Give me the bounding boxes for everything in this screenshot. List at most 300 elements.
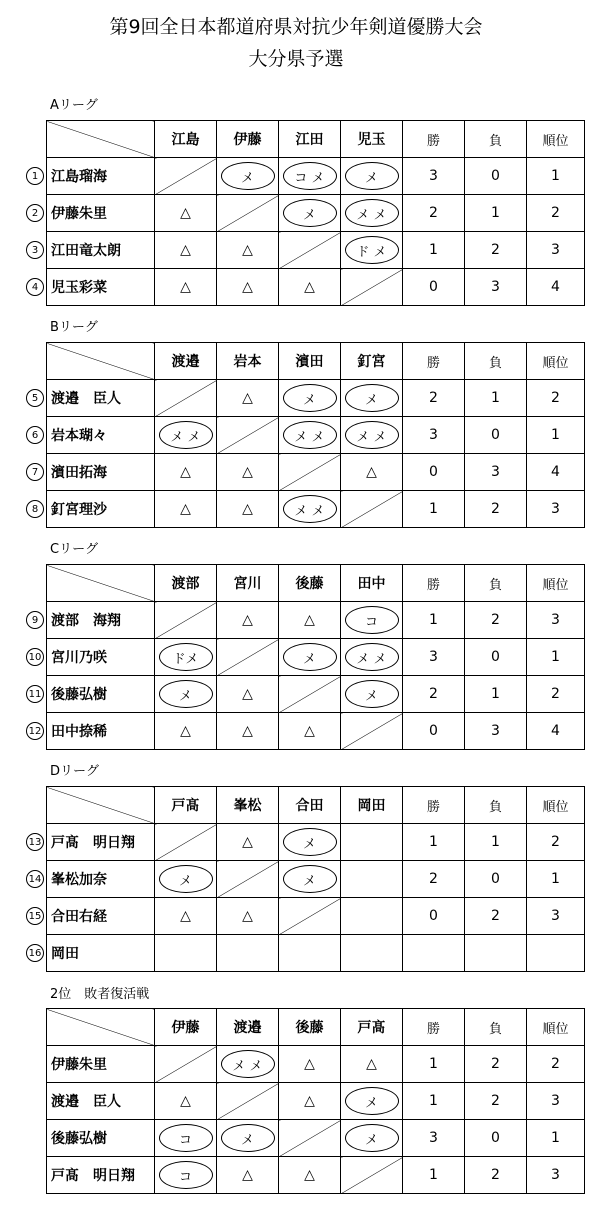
match-result-cell: [217, 491, 279, 528]
self-match-cell: [341, 713, 403, 750]
loss-mark: △: [304, 1167, 315, 1183]
match-result-cell: [155, 898, 217, 935]
win-result: メ: [345, 680, 399, 708]
wins-cell: 2: [403, 195, 465, 232]
match-result-cell: [155, 232, 217, 269]
opponent-header: 児玉: [341, 121, 403, 158]
rank-cell: 4: [527, 269, 585, 306]
match-result-cell: [279, 1046, 341, 1083]
wins-header: 勝: [403, 787, 465, 824]
corner-cell: [47, 787, 155, 824]
rank-cell: 3: [527, 491, 585, 528]
loss-mark: △: [242, 834, 253, 850]
table-row: [47, 195, 585, 232]
rank-cell: 3: [527, 1157, 585, 1194]
header-row: [47, 121, 585, 158]
match-result-cell: [155, 417, 217, 454]
match-result-cell: [155, 454, 217, 491]
player-name: 峯松加奈: [47, 861, 155, 898]
win-result: メ: [283, 865, 337, 893]
opponent-header: 伊藤: [155, 1009, 217, 1046]
win-result: ド メ: [345, 236, 399, 264]
player-number: 16: [26, 944, 44, 962]
match-result-cell: [217, 380, 279, 417]
win-result: メ メ: [159, 421, 213, 449]
match-result-cell: [341, 639, 403, 676]
match-result-cell: [279, 380, 341, 417]
match-result-cell: [341, 676, 403, 713]
win-result: メ: [283, 384, 337, 412]
losses-cell: 2: [465, 898, 527, 935]
win-result: コ: [159, 1161, 213, 1189]
player-number: 6: [26, 426, 44, 444]
opponent-header: 岡田: [341, 787, 403, 824]
player-number: 14: [26, 870, 44, 888]
player-name: 濱田拓海: [47, 454, 155, 491]
match-result-cell: [341, 861, 403, 898]
player-name: 伊藤朱里: [47, 1046, 155, 1083]
league-table: [46, 786, 585, 972]
wins-cell: 0: [403, 898, 465, 935]
wins-cell: 0: [403, 454, 465, 491]
league-table: [46, 564, 585, 750]
league-title: Aリーグ: [50, 98, 98, 113]
win-result: メ メ: [345, 199, 399, 227]
match-result-cell: [279, 491, 341, 528]
win-result: メ メ: [221, 1050, 275, 1078]
league-table: [46, 342, 585, 528]
win-result: コ メ: [283, 162, 337, 190]
league-table: [46, 1008, 585, 1194]
match-result-cell: [279, 639, 341, 676]
opponent-header: 渡邉: [155, 343, 217, 380]
match-result-cell: [341, 1083, 403, 1120]
match-result-cell: [279, 713, 341, 750]
loss-mark: △: [242, 279, 253, 295]
match-result-cell: [155, 935, 217, 972]
loss-mark: △: [180, 1093, 191, 1109]
losses-header: 負: [465, 121, 527, 158]
league-title: Dリーグ: [50, 764, 100, 779]
rank-header: 順位: [527, 787, 585, 824]
losses-cell: 2: [465, 232, 527, 269]
self-match-cell: [341, 1157, 403, 1194]
player-number: 12: [26, 722, 44, 740]
win-result: メ メ: [345, 643, 399, 671]
opponent-header: 田中: [341, 565, 403, 602]
win-result: コ: [345, 606, 399, 634]
rank-header: 順位: [527, 121, 585, 158]
win-result: ドメ: [159, 643, 213, 671]
match-result-cell: [341, 454, 403, 491]
loss-mark: △: [180, 205, 191, 221]
table-row: [47, 676, 585, 713]
player-name: 江田竜太朗: [47, 232, 155, 269]
league-title: 2位 敗者復活戦: [50, 987, 150, 1002]
opponent-header: 江島: [155, 121, 217, 158]
loss-mark: △: [304, 1056, 315, 1072]
player-name: 岡田: [47, 935, 155, 972]
opponent-header: 渡邉: [217, 1009, 279, 1046]
rank-cell: 1: [527, 158, 585, 195]
losses-cell: 0: [465, 861, 527, 898]
player-name: 合田右経: [47, 898, 155, 935]
match-result-cell: [155, 713, 217, 750]
player-name: 渡邉 臣人: [47, 1083, 155, 1120]
rank-cell: 1: [527, 417, 585, 454]
losses-cell: 3: [465, 713, 527, 750]
losses-cell: 2: [465, 1046, 527, 1083]
loss-mark: △: [242, 723, 253, 739]
player-number: 15: [26, 907, 44, 925]
match-result-cell: [341, 232, 403, 269]
win-result: メ メ: [345, 421, 399, 449]
losses-cell: 2: [465, 1157, 527, 1194]
table-row: [47, 898, 585, 935]
win-result: メ: [221, 1124, 275, 1152]
self-match-cell: [217, 417, 279, 454]
losses-cell: 2: [465, 491, 527, 528]
table-row: [47, 713, 585, 750]
loss-mark: △: [304, 1093, 315, 1109]
loss-mark: △: [242, 612, 253, 628]
opponent-header: 釘宮: [341, 343, 403, 380]
match-result-cell: [279, 1157, 341, 1194]
losses-cell: 0: [465, 417, 527, 454]
loss-mark: △: [366, 1056, 377, 1072]
corner-cell: [47, 121, 155, 158]
match-result-cell: [341, 158, 403, 195]
player-name: 田中捺稀: [47, 713, 155, 750]
self-match-cell: [155, 380, 217, 417]
losses-cell: 3: [465, 454, 527, 491]
match-result-cell: [217, 454, 279, 491]
losses-header: 負: [465, 1009, 527, 1046]
table-row: [47, 1157, 585, 1194]
table-row: [47, 602, 585, 639]
player-number: 10: [26, 648, 44, 666]
opponent-header: 峯松: [217, 787, 279, 824]
wins-cell: 1: [403, 1157, 465, 1194]
loss-mark: △: [180, 279, 191, 295]
rank-header: 順位: [527, 1009, 585, 1046]
wins-header: 勝: [403, 343, 465, 380]
player-number: 3: [26, 241, 44, 259]
match-result-cell: [155, 1083, 217, 1120]
match-result-cell: [341, 935, 403, 972]
match-result-cell: [155, 491, 217, 528]
rank-cell: 3: [527, 232, 585, 269]
losses-cell: 1: [465, 824, 527, 861]
losses-header: 負: [465, 565, 527, 602]
rank-header: 順位: [527, 343, 585, 380]
rank-cell: 1: [527, 861, 585, 898]
opponent-header: 岩本: [217, 343, 279, 380]
win-result: メ メ: [283, 421, 337, 449]
player-name: 戸髙 明日翔: [47, 1157, 155, 1194]
player-name: 伊藤朱里: [47, 195, 155, 232]
match-result-cell: [341, 602, 403, 639]
rank-cell: 4: [527, 454, 585, 491]
rank-cell: 4: [527, 713, 585, 750]
self-match-cell: [279, 232, 341, 269]
wins-cell: 1: [403, 1046, 465, 1083]
losses-cell: 1: [465, 676, 527, 713]
self-match-cell: [279, 676, 341, 713]
match-result-cell: [217, 1046, 279, 1083]
win-result: メ: [283, 643, 337, 671]
table-row: [47, 417, 585, 454]
opponent-header: 伊藤: [217, 121, 279, 158]
wins-cell: 2: [403, 380, 465, 417]
match-result-cell: [155, 639, 217, 676]
rank-cell: 3: [527, 898, 585, 935]
loss-mark: △: [304, 279, 315, 295]
loss-mark: △: [366, 464, 377, 480]
self-match-cell: [155, 824, 217, 861]
opponent-header: 濱田: [279, 343, 341, 380]
losses-cell: 2: [465, 1083, 527, 1120]
wins-header: 勝: [403, 1009, 465, 1046]
header-row: [47, 343, 585, 380]
match-result-cell: [155, 861, 217, 898]
match-result-cell: [341, 195, 403, 232]
losses-header: 負: [465, 343, 527, 380]
opponent-header: 江田: [279, 121, 341, 158]
player-number: 1: [26, 167, 44, 185]
wins-cell: 3: [403, 1120, 465, 1157]
win-result: メ: [345, 1124, 399, 1152]
header-row: [47, 565, 585, 602]
loss-mark: △: [242, 908, 253, 924]
loss-mark: △: [180, 464, 191, 480]
losses-cell: 1: [465, 195, 527, 232]
win-result: メ: [345, 1087, 399, 1115]
player-name: 戸髙 明日翔: [47, 824, 155, 861]
match-result-cell: [155, 195, 217, 232]
match-result-cell: [217, 602, 279, 639]
corner-cell: [47, 1009, 155, 1046]
win-result: メ: [345, 162, 399, 190]
match-result-cell: [217, 935, 279, 972]
wins-cell: 1: [403, 491, 465, 528]
losses-cell: 2: [465, 602, 527, 639]
player-name: 後藤弘樹: [47, 676, 155, 713]
player-number: 5: [26, 389, 44, 407]
league-title: Cリーグ: [50, 542, 99, 557]
losses-cell: [465, 935, 527, 972]
self-match-cell: [217, 639, 279, 676]
opponent-header: 戸髙: [155, 787, 217, 824]
match-result-cell: [341, 898, 403, 935]
loss-mark: △: [242, 390, 253, 406]
self-match-cell: [217, 1083, 279, 1120]
wins-header: 勝: [403, 121, 465, 158]
match-result-cell: [341, 417, 403, 454]
match-result-cell: [217, 269, 279, 306]
match-result-cell: [279, 935, 341, 972]
opponent-header: 宮川: [217, 565, 279, 602]
rank-cell: 2: [527, 824, 585, 861]
losses-cell: 0: [465, 639, 527, 676]
self-match-cell: [341, 269, 403, 306]
table-row: [47, 639, 585, 676]
wins-cell: 1: [403, 602, 465, 639]
opponent-header: 合田: [279, 787, 341, 824]
self-match-cell: [217, 861, 279, 898]
rank-cell: 1: [527, 639, 585, 676]
losses-cell: 1: [465, 380, 527, 417]
match-result-cell: [279, 417, 341, 454]
wins-header: 勝: [403, 565, 465, 602]
table-row: [47, 232, 585, 269]
header-row: [47, 787, 585, 824]
losses-cell: 0: [465, 158, 527, 195]
match-result-cell: [217, 158, 279, 195]
table-row: [47, 454, 585, 491]
match-result-cell: [217, 898, 279, 935]
rank-cell: 2: [527, 676, 585, 713]
win-result: メ: [159, 680, 213, 708]
win-result: メ メ: [283, 495, 337, 523]
page-title: 第9回全日本都道府県対抗少年剣道優勝大会: [109, 16, 483, 38]
loss-mark: △: [242, 501, 253, 517]
table-row: [47, 491, 585, 528]
win-result: メ: [345, 384, 399, 412]
loss-mark: △: [304, 723, 315, 739]
win-result: コ: [159, 1124, 213, 1152]
self-match-cell: [279, 454, 341, 491]
player-number: 11: [26, 685, 44, 703]
player-name: 渡邉 臣人: [47, 380, 155, 417]
loss-mark: △: [242, 686, 253, 702]
table-row: [47, 1046, 585, 1083]
corner-cell: [47, 343, 155, 380]
table-row: [47, 935, 585, 972]
table-row: [47, 1083, 585, 1120]
player-name: 児玉彩菜: [47, 269, 155, 306]
wins-cell: 3: [403, 158, 465, 195]
self-match-cell: [155, 602, 217, 639]
wins-cell: 2: [403, 861, 465, 898]
opponent-header: 後藤: [279, 565, 341, 602]
league-title: Bリーグ: [50, 320, 98, 335]
match-result-cell: [155, 1120, 217, 1157]
player-name: 後藤弘樹: [47, 1120, 155, 1157]
wins-cell: 0: [403, 269, 465, 306]
self-match-cell: [341, 491, 403, 528]
player-number: 9: [26, 611, 44, 629]
self-match-cell: [279, 898, 341, 935]
rank-cell: 2: [527, 195, 585, 232]
wins-cell: 0: [403, 713, 465, 750]
player-name: 釘宮理沙: [47, 491, 155, 528]
match-result-cell: [279, 1083, 341, 1120]
match-result-cell: [155, 676, 217, 713]
player-name: 宮川乃咲: [47, 639, 155, 676]
match-result-cell: [217, 713, 279, 750]
match-result-cell: [279, 602, 341, 639]
rank-cell: 3: [527, 602, 585, 639]
loss-mark: △: [180, 501, 191, 517]
loss-mark: △: [242, 464, 253, 480]
match-result-cell: [341, 380, 403, 417]
opponent-header: 後藤: [279, 1009, 341, 1046]
rank-cell: 1: [527, 1120, 585, 1157]
table-row: [47, 1120, 585, 1157]
wins-cell: 1: [403, 232, 465, 269]
opponent-header: 戸髙: [341, 1009, 403, 1046]
table-row: [47, 380, 585, 417]
player-name: 渡部 海翔: [47, 602, 155, 639]
player-number: 8: [26, 500, 44, 518]
loss-mark: △: [242, 242, 253, 258]
match-result-cell: [279, 269, 341, 306]
loss-mark: △: [242, 1167, 253, 1183]
losses-header: 負: [465, 787, 527, 824]
self-match-cell: [217, 195, 279, 232]
wins-cell: [403, 935, 465, 972]
league-table: [46, 120, 585, 306]
match-result-cell: [217, 232, 279, 269]
player-number: 7: [26, 463, 44, 481]
win-result: メ: [283, 199, 337, 227]
opponent-header: 渡部: [155, 565, 217, 602]
match-result-cell: [217, 676, 279, 713]
win-result: メ: [159, 865, 213, 893]
player-number: 13: [26, 833, 44, 851]
win-result: メ: [221, 162, 275, 190]
rank-cell: 2: [527, 380, 585, 417]
losses-cell: 3: [465, 269, 527, 306]
wins-cell: 3: [403, 639, 465, 676]
loss-mark: △: [180, 908, 191, 924]
wins-cell: 1: [403, 824, 465, 861]
match-result-cell: [341, 824, 403, 861]
rank-header: 順位: [527, 565, 585, 602]
losses-cell: 0: [465, 1120, 527, 1157]
player-number: 2: [26, 204, 44, 222]
match-result-cell: [279, 861, 341, 898]
page-subtitle: 大分県予選: [248, 48, 344, 70]
match-result-cell: [341, 1120, 403, 1157]
match-result-cell: [217, 1120, 279, 1157]
match-result-cell: [217, 824, 279, 861]
match-result-cell: [155, 269, 217, 306]
header-row: [47, 1009, 585, 1046]
table-row: [47, 158, 585, 195]
rank-cell: 3: [527, 1083, 585, 1120]
corner-cell: [47, 565, 155, 602]
match-result-cell: [279, 195, 341, 232]
loss-mark: △: [180, 723, 191, 739]
match-result-cell: [155, 1157, 217, 1194]
win-result: メ: [283, 828, 337, 856]
player-name: 岩本瑚々: [47, 417, 155, 454]
self-match-cell: [155, 158, 217, 195]
player-name: 江島瑠海: [47, 158, 155, 195]
table-row: [47, 861, 585, 898]
self-match-cell: [155, 1046, 217, 1083]
loss-mark: △: [304, 612, 315, 628]
loss-mark: △: [180, 242, 191, 258]
table-row: [47, 824, 585, 861]
match-result-cell: [279, 824, 341, 861]
match-result-cell: [217, 1157, 279, 1194]
wins-cell: 2: [403, 676, 465, 713]
wins-cell: 1: [403, 1083, 465, 1120]
table-row: [47, 269, 585, 306]
